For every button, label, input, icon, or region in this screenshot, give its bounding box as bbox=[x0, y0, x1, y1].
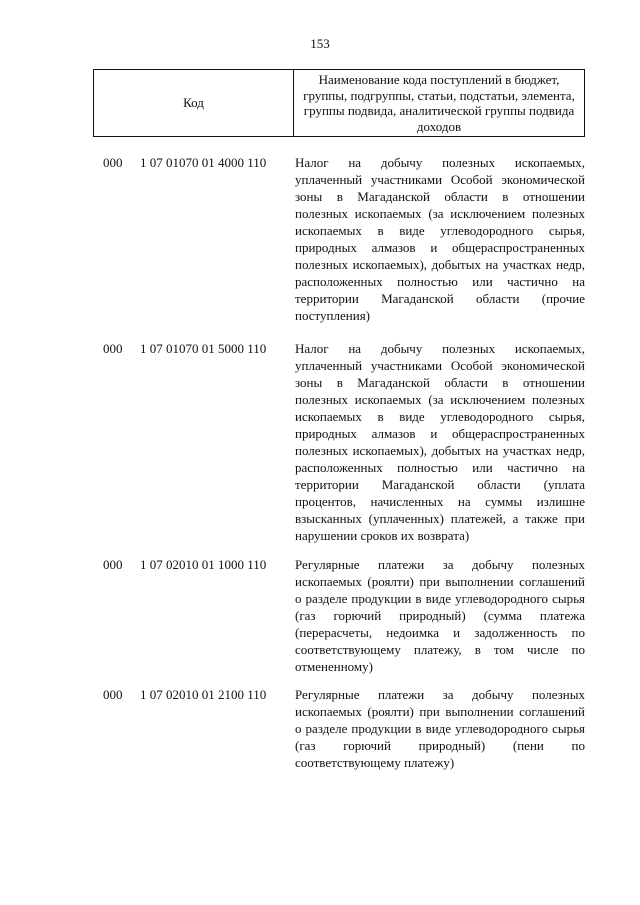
row-group: 000 bbox=[103, 155, 123, 170]
row-code: 1 07 02010 01 2100 110 bbox=[140, 687, 267, 702]
row-description: Налог на добычу полезных ископаемых, уплаченный участниками Особой экономической зоны в Магаданской области в отношении полезных ископаемых (за исключением полезных ископаемых в виде углеводородного сырья, природных алмазов и общераспространенных полезных ископаемых), добытых на участках недр, расположенных полностью или частично на территории Магаданской области (уплата процентов, начисленных на суммы излишне взысканных (уплаченных) платежей, а также при нарушении сроков их возврата) bbox=[295, 341, 585, 543]
table-header bbox=[93, 69, 585, 137]
row-code: 1 07 02010 01 1000 110 bbox=[140, 557, 267, 572]
page-number: 153 bbox=[310, 36, 330, 51]
row-group: 000 bbox=[103, 341, 123, 356]
row-code: 1 07 01070 01 5000 110 bbox=[140, 341, 267, 356]
row-description: Регулярные платежи за добычу полезных ископаемых (роялти) при выполнении соглашений о разделе продукции в виде углеводородного сырья (газ горючий природный) (пени по соответствующему платежу) bbox=[295, 687, 585, 770]
row-description: Регулярные платежи за добычу полезных ископаемых (роялти) при выполнении соглашений о разделе продукции в виде углеводородного сырья (газ горючий природный) (сумма платежа (перерасчеты, недоимка и задолженность по соответствующему платежу, в том числе по отмененному) bbox=[295, 557, 585, 674]
row-code: 1 07 01070 01 4000 110 bbox=[140, 155, 267, 170]
row-group: 000 bbox=[103, 687, 123, 702]
row-group: 000 bbox=[103, 557, 123, 572]
row-description: Налог на добычу полезных ископаемых, уплаченный участниками Особой экономической зоны в Магаданской области в отношении полезных ископаемых (за исключением полезных ископаемых в виде углеводородного сырья, природных алмазов и общераспространенных полезных ископаемых), добытых на участках недр, расположенных полностью или частично на территории Магаданской области (прочие поступления) bbox=[295, 155, 585, 323]
header-name-cell: Наименование кода поступлений в бюджет, группы, подгруппы, статьи, подстатьи, элемента, группы подвида, аналитической группы подвида доходов bbox=[303, 72, 575, 134]
header-code-cell: Код bbox=[183, 95, 204, 110]
